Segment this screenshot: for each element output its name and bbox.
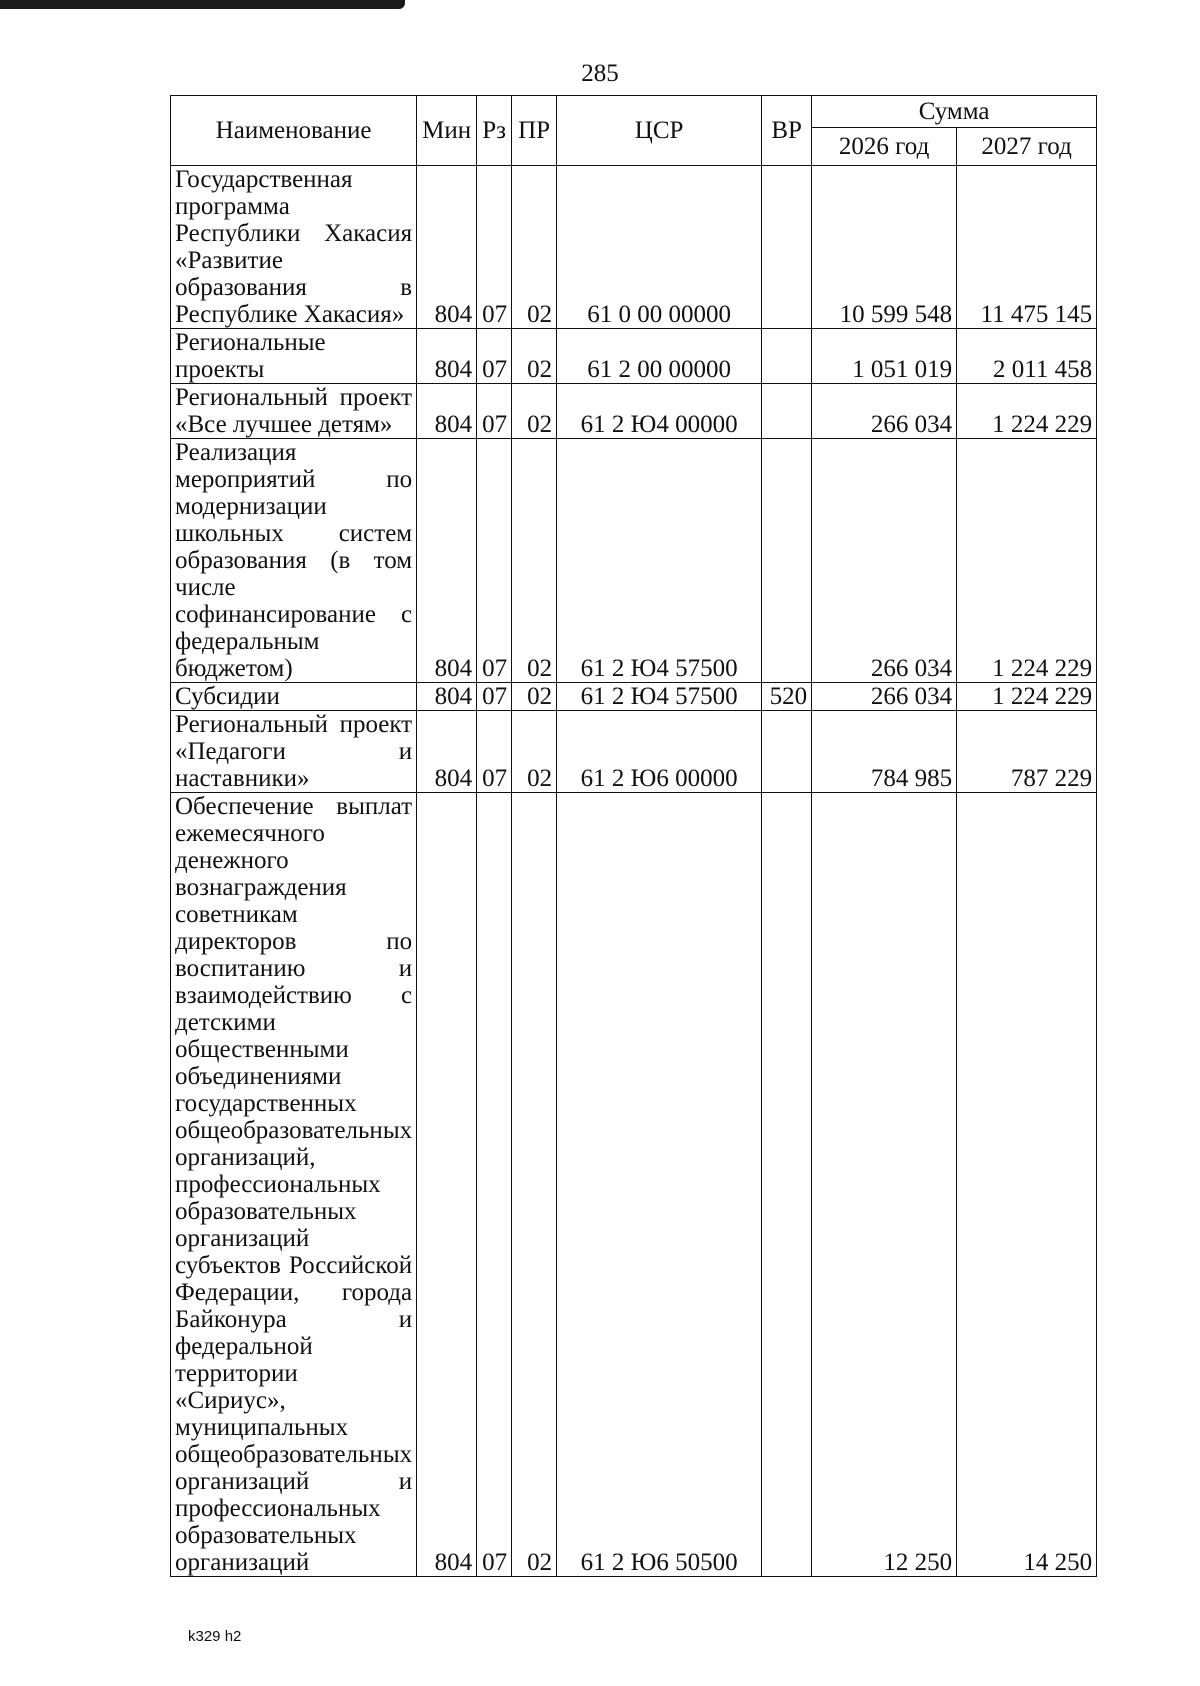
header-pr: ПР [512, 96, 557, 166]
header-year-2027: 2027 год [957, 128, 1097, 166]
row-csr: 61 2 00 00000 [557, 329, 762, 384]
row-rz: 07 [477, 793, 512, 1577]
row-rz: 07 [477, 711, 512, 793]
row-csr: 61 2 Ю4 57500 [557, 683, 762, 711]
row-sum-2027: 11 475 145 [957, 166, 1097, 329]
row-sum-2026: 1 051 019 [812, 329, 957, 384]
row-pr: 02 [512, 711, 557, 793]
row-min: 804 [417, 384, 477, 439]
table-row [171, 683, 1097, 711]
row-sum-2026: 266 034 [812, 439, 957, 683]
row-rz: 07 [477, 384, 512, 439]
header-csr: ЦСР [557, 96, 762, 166]
row-pr: 02 [512, 439, 557, 683]
table-row [171, 329, 1097, 384]
row-sum-2027: 1 224 229 [957, 683, 1097, 711]
row-name: Субсидии [171, 683, 417, 711]
row-sum-2026: 266 034 [812, 384, 957, 439]
row-csr: 61 2 Ю6 00000 [557, 711, 762, 793]
header-vr: ВР [762, 96, 812, 166]
row-sum-2026: 10 599 548 [812, 166, 957, 329]
row-name: Региональный проект «Все лучшее детям» [171, 384, 417, 439]
footer-code: k329 h2 [188, 1628, 242, 1645]
row-name: Обеспечение выплат ежемесячного денежного вознаграждения советникам директоров по воспитанию и взаимодействию с детскими общественными объединениями государственных общеобразовательных организаций, профессиональных образовательных организаций субъектов Российской Федерации, города Байконура и федеральной территории «Сириус», муниципальных общеобразовательных организаций и профессиональных образовательных организаций [171, 793, 417, 1577]
row-min: 804 [417, 166, 477, 329]
row-csr: 61 0 00 00000 [557, 166, 762, 329]
row-name: Государственная программа Республики Хакасия «Развитие образования в Республике Хакасия» [171, 166, 417, 329]
row-csr: 61 2 Ю6 50500 [557, 793, 762, 1577]
header-min: Мин [417, 96, 477, 166]
table-row [171, 384, 1097, 439]
row-pr: 02 [512, 384, 557, 439]
row-vr: 520 [762, 683, 812, 711]
table-row [171, 166, 1097, 329]
row-sum-2027: 14 250 [957, 793, 1097, 1577]
row-sum-2027: 2 011 458 [957, 329, 1097, 384]
row-sum-2026: 12 250 [812, 793, 957, 1577]
table-row [171, 793, 1097, 1577]
row-sum-2027: 1 224 229 [957, 439, 1097, 683]
row-csr: 61 2 Ю4 57500 [557, 439, 762, 683]
row-name: Региональный проект «Педагоги и наставники» [171, 711, 417, 793]
row-pr: 02 [512, 329, 557, 384]
row-sum-2026: 266 034 [812, 683, 957, 711]
row-vr [762, 384, 812, 439]
row-pr: 02 [512, 683, 557, 711]
row-rz: 07 [477, 683, 512, 711]
row-pr: 02 [512, 166, 557, 329]
header-name: Наименование [171, 96, 417, 166]
header-year-2026: 2026 год [812, 128, 957, 166]
row-vr [762, 711, 812, 793]
row-sum-2026: 784 985 [812, 711, 957, 793]
row-name: Региональные проекты [171, 329, 417, 384]
table-row [171, 711, 1097, 793]
row-min: 804 [417, 439, 477, 683]
scan-edge-mark [0, 0, 405, 9]
row-name: Реализация мероприятий по модернизации школьных систем образования (в том числе софинансирование с федеральным бюджетом) [171, 439, 417, 683]
row-vr [762, 166, 812, 329]
page-number: 285 [581, 60, 619, 87]
row-pr: 02 [512, 793, 557, 1577]
table-row [171, 439, 1097, 683]
row-csr: 61 2 Ю4 00000 [557, 384, 762, 439]
row-sum-2027: 787 229 [957, 711, 1097, 793]
row-vr [762, 439, 812, 683]
row-min: 804 [417, 711, 477, 793]
header-sum: Сумма [812, 96, 1097, 128]
header-row [171, 96, 1097, 128]
row-min: 804 [417, 793, 477, 1577]
header-rz: Рз [477, 96, 512, 166]
row-rz: 07 [477, 329, 512, 384]
row-min: 804 [417, 329, 477, 384]
row-vr [762, 793, 812, 1577]
row-vr [762, 329, 812, 384]
row-rz: 07 [477, 166, 512, 329]
row-rz: 07 [477, 439, 512, 683]
budget-table [170, 95, 1097, 1577]
row-sum-2027: 1 224 229 [957, 384, 1097, 439]
row-min: 804 [417, 683, 477, 711]
